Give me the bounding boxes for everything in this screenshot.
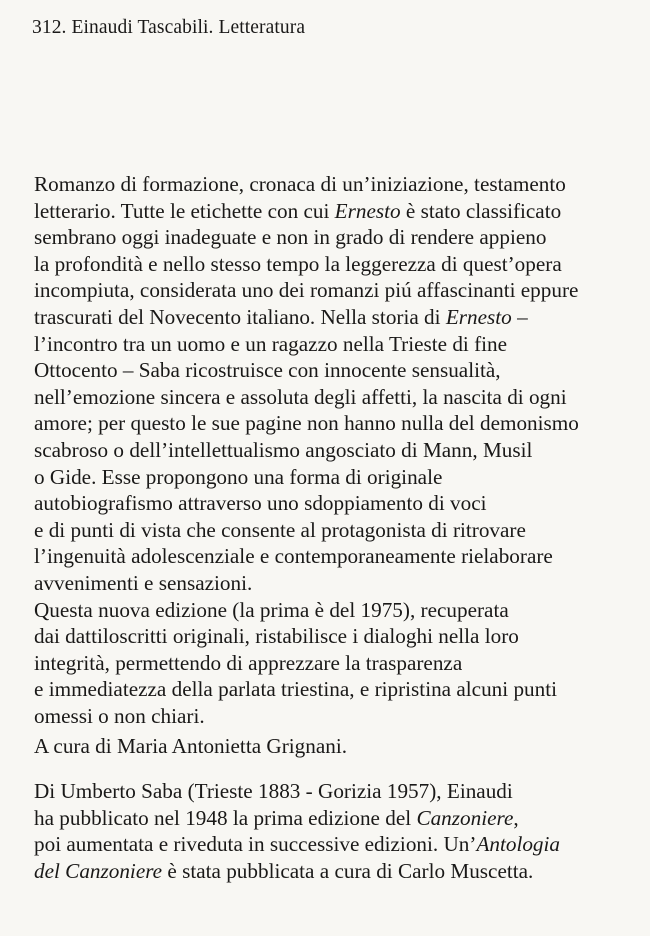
text-line: amore; per questo le sue pagine non hanno nulla del demonismo <box>34 411 579 436</box>
text-line: incompiuta, considerata uno dei romanzi piú affascinanti eppure <box>34 278 579 303</box>
series-number: 312. <box>32 17 67 38</box>
book-title-canzoniere: del Canzoniere <box>34 858 163 883</box>
text-line: sembrano oggi inadeguate e non in grado di rendere appieno <box>34 225 547 250</box>
text-line: Questa nuova edizione (la prima è del 1975), recuperata <box>34 597 509 622</box>
text-line: Ottocento – Saba ricostruisce con innocente sensualità, <box>34 358 501 383</box>
series-header <box>32 17 305 39</box>
text-line: Romanzo di formazione, cronaca di un’iniziazione, testamento <box>34 172 566 196</box>
book-title-ernesto: Ernesto <box>334 198 401 223</box>
text-line: letterario. Tutte le etichette con cui Ernesto è stato classificato <box>34 198 562 223</box>
text-line: e di punti di vista che consente al protagonista di ritrovare <box>34 517 526 542</box>
book-title-ernesto: Ernesto <box>445 304 512 329</box>
text-line: avvenimenti e sensazioni. <box>34 570 253 595</box>
text-line: del Canzoniere è stata pubblicata a cura di Carlo Muscetta. <box>34 858 534 883</box>
text-line: trascurati del Novecento italiano. Nella storia di Ernesto – <box>34 304 528 329</box>
author-note <box>34 778 560 884</box>
series-name: Einaudi Tascabili. Letteratura <box>71 17 306 38</box>
curator-credit <box>34 733 347 760</box>
text-line: l’ingenuità adolescenziale e contemporaneamente rielaborare <box>34 544 553 569</box>
text-line: poi aumentata e riveduta in successive edizioni. Un’Antologia <box>34 832 561 857</box>
book-description <box>34 171 579 729</box>
text-line: e immediatezza della parlata triestina, e ripristina alcuni punti <box>34 677 557 702</box>
text-line: A cura di Maria Antonietta Grignani. <box>34 734 348 758</box>
text-line: Di Umberto Saba (Trieste 1883 - Gorizia 1957), Einaudi <box>34 779 513 803</box>
book-title-antologia: Antologia <box>476 832 561 857</box>
text-line: autobiografismo attraverso uno sdoppiamento di voci <box>34 491 487 516</box>
text-line: dai dattiloscritti originali, ristabilisce i dialoghi nella loro <box>34 624 519 649</box>
text-line: l’incontro tra un uomo e un ragazzo nella Trieste di fine <box>34 331 508 356</box>
text-line: o Gide. Esse propongono una forma di originale <box>34 464 443 489</box>
text-line: la profondità e nello stesso tempo la leggerezza di quest’opera <box>34 251 562 276</box>
book-title-canzoniere: Canzoniere <box>416 805 514 830</box>
text-line: omessi o non chiari. <box>34 703 205 728</box>
text-line: integrità, permettendo di apprezzare la trasparenza <box>34 650 463 675</box>
text-line: nell’emozione sincera e assoluta degli affetti, la nascita di ogni <box>34 384 567 409</box>
text-line: ha pubblicato nel 1948 la prima edizione del Canzoniere, <box>34 805 519 830</box>
text-line: scabroso o dell’intellettualismo angosciato di Mann, Musil <box>34 437 533 462</box>
